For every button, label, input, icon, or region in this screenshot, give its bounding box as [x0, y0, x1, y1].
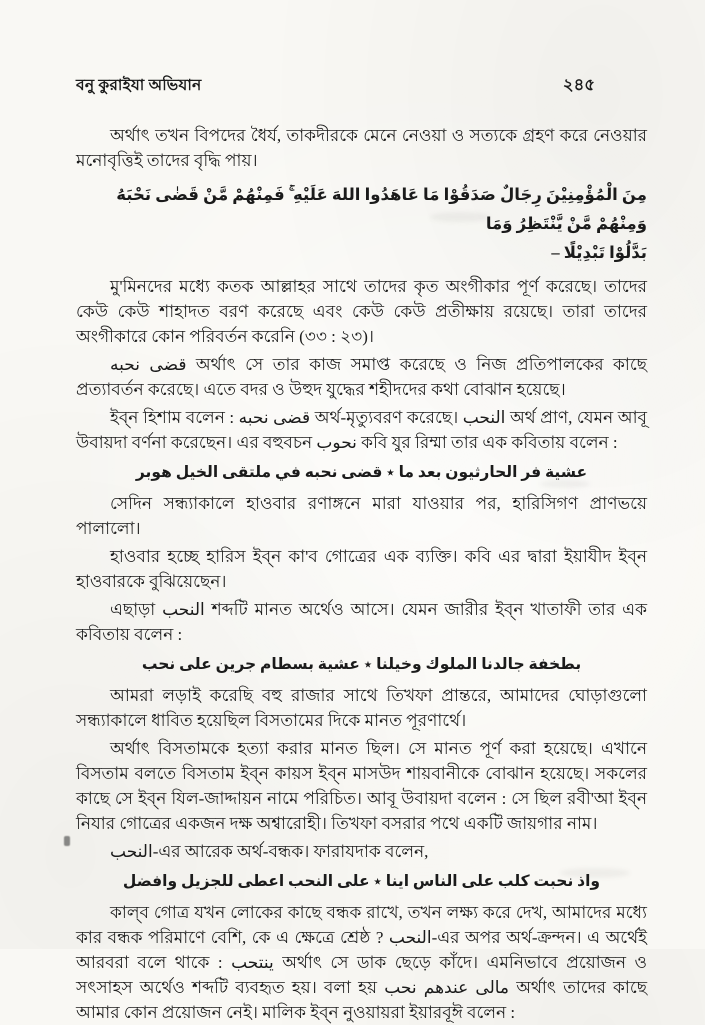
arabic-poetry-line: عشية فر الحارثيون بعد ما ٭ قضى نحبه في ملتقى الخيل هوبر [135, 464, 588, 481]
paragraph: সেদিন সন্ধ্যাকালে হাওবার রণাঙ্গনে মারা যাওয়ার পর, হারিসিগণ প্রাণভয়ে পালালো। [76, 494, 647, 538]
arabic-poetry-line: واذ نحبت كلب على الناس اينا ٭ على النحب اعطى للجزيل وافضل [122, 873, 601, 890]
page-number: ২৪৫ [562, 75, 595, 94]
paragraph: অর্থাৎ তখন বিপদের ধৈর্য, তাকদীরকে মেনে নেওয়া ও সত্যকে গ্রহণ করে নেওয়ার মনোবৃত্তিই তাদের বৃদ্ধি পায়। [76, 126, 647, 170]
quran-verse-block [76, 180, 647, 267]
paragraph: আমরা লড়াই করেছি বহু রাজার সাথে তিখফা প্রান্তরে, আমাদের ঘোড়াগুলো সন্ধ্যাকালে ধাবিত হয়েছিল বিসতামের দিকে মানত পূরণার্থে। [76, 686, 647, 730]
quran-verse-line: بَدَّلُوْا تَبْدِيْلًا – [551, 243, 647, 262]
paragraph: হাওবার হচ্ছে হারিস ইব্‌ন কা'ব গোত্রের এক ব্যক্তি। কবি এর দ্বারা ইয়াযীদ ইব্‌ন হাওবারকে বুঝিয়েছেন। [76, 547, 647, 591]
paragraph: কাল্‌ব গোত্র যখন লোকের কাছে বন্ধক রাখে, তখন লক্ষ্য করে দেখ, আমাদের মধ্যে কার বন্ধক পরিমাণে বেশি, কে এ ক্ষেত্রে শ্রেষ্ঠ ? النحب-এর অপর অর্থ-ক্রন্দন। এ অর্থেই আরবরা বলে থাকে : ينتحب অর্থাৎ সে ডাক ছেড়ে কাঁদে। এমনিভাবে প্রয়োজন ও সৎসাহস অর্থেও শব্দটি ব্যবহৃত হয়। বলা হয় مالى عندهم نحب অর্থাৎ তাদের কাছে আমার কোন প্রয়োজন নেই। মালিক ইব্‌ন নুওয়ায়রা ইয়ারবূঈ বলেন : [76, 903, 647, 1022]
paragraph: অর্থাৎ বিসতামকে হত্যা করার মানত ছিল। সে মানত পূর্ণ করা হয়েছে। এখানে বিসতাম বলতে বিসতাম ইব্‌ন কায়স ইব্‌ন মাসউদ শায়বানীকে বোঝান হয়েছে। সকলের কাছে সে ইব্‌ন যিল-জাদ্দায়ন নামে পরিচিত। আবূ উবায়দা বলেন : সে ছিল রবী'আ ইব্‌ন নিযার গোত্রের একজন দক্ষ অশ্বারোহী। তিখফা বসরার পথে একটি জায়গার নাম। [76, 739, 647, 833]
paragraph: এছাড়া النحب শব্দটি মানত অর্থেও আসে। যেমন জারীর ইব্‌ন খাতাফী তার এক কবিতায় বলেন : [76, 600, 647, 644]
paragraph: قضى نحبه অর্থাৎ সে তার কাজ সমাপ্ত করেছে ও নিজ প্রতিপালকের কাছে প্রত্যাবর্তন করেছে। এতে বদর ও উহুদ যুদ্ধের শহীদদের কথা বোঝান হয়েছে। [76, 355, 647, 399]
running-head [76, 72, 647, 99]
chapter-title: বনু কুরাইযা অভিযান [76, 77, 202, 94]
quran-verse-line: مِنَ الْمُؤْمِنِيْنَ رِجَالٌ صَدَقُوْا مَا عَاهَدُوا اللهَ عَلَيْهِ ۚ فَمِنْهُمْ مَّنْ قَضٰى نَحْبَهُ وَمِنْهُمْ مَّنْ يَّنْتَظِرُ وَمَا [116, 185, 647, 233]
paragraph: النحب-এর আরেক অর্থ-বন্ধক। ফারাযদাক বলেন, [110, 842, 429, 861]
arabic-poetry-line: بطخفة جالدنا الملوك وخيلنا ٭ عشية بسطام جرين على نحب [141, 656, 582, 673]
paragraph: ইব্‌ন হিশাম বলেন : قضى نحبه অর্থ-মৃত্যুবরণ করেছে। النحب অর্থ প্রাণ, যেমন আবূ উবায়দা বর্ণনা করেছেন। এর বহুবচন نحوب কবি যুর রিম্মা তার এক কবিতায় বলেন : [76, 408, 647, 452]
paragraph: মু'মিনদের মধ্যে কতক আল্লাহর সাথে তাদের কৃত অংগীকার পূর্ণ করেছে। তাদের কেউ কেউ শাহাদত বরণ করেছে এবং কেউ কেউ প্রতীক্ষায় রয়েছে। তারা তাদের অংগীকারে কোন পরিবর্তন করেনি (৩৩ : ২৩)। [76, 277, 647, 346]
